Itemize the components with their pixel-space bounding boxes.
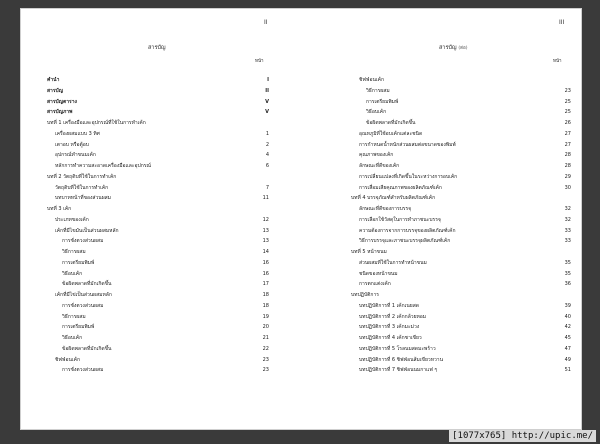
toc-entry-title: วิธีการผสม — [62, 313, 86, 320]
toc-entry — [47, 129, 269, 140]
page-number-right: III — [559, 19, 565, 26]
toc-entry-title: วัตถุดิบที่ใช้ในการทำเค้ก — [55, 184, 109, 191]
toc-entry-page: 14 — [262, 249, 269, 255]
toc-entry — [47, 97, 269, 108]
document-spread — [20, 8, 582, 430]
toc-entry — [47, 183, 269, 194]
toc-entry-title: การชั่งตวงส่วนผสม — [62, 238, 104, 245]
toc-entry-title: บทที่ 2 วัตถุดิบที่ใช้ในการทำเค้ก — [47, 173, 117, 180]
image-host-tag: [1077x765] http://upic.me/ — [449, 430, 596, 442]
toc-entry-title: การชั่งตวงส่วนผสม — [62, 302, 104, 309]
toc-entry-title: คุณภาพของเค้ก — [359, 152, 394, 159]
toc-entry — [351, 75, 571, 86]
toc-entry-title: ข้อผิดพลาดที่มักเกิดขึ้น — [62, 281, 112, 288]
toc-entry-page: 35 — [564, 259, 571, 266]
toc-entry-page: 13 — [262, 227, 269, 234]
toc-entry — [351, 129, 571, 140]
toc-entry — [351, 193, 571, 204]
toc-heading-left-text: สารบัญ — [148, 45, 166, 51]
toc-heading-left — [148, 44, 166, 52]
toc-entry-title: สารบัญภาพ — [47, 109, 73, 116]
toc-entry-title: ข้อผิดพลาดที่มักเกิดขึ้น — [366, 120, 416, 126]
toc-entry — [351, 322, 571, 333]
toc-entry-page: V — [265, 109, 269, 116]
toc-entry-page: 2 — [265, 141, 269, 148]
toc-entry-page: 1 — [265, 130, 269, 137]
toc-entry-page: 33 — [564, 238, 571, 245]
toc-entry-page: 12 — [262, 216, 269, 223]
toc-entry-page: 17 — [262, 281, 269, 288]
toc-entry — [351, 172, 571, 183]
toc-entry — [351, 204, 571, 215]
toc-entry-title: เค้กที่มีไขมันเป็นส่วนผสมหลัก — [55, 227, 119, 234]
toc-entry-page: 13 — [262, 238, 269, 245]
toc-entry-title: บทปฏิบัติการที่ 5 โรลนมสดมะพร้าว — [359, 345, 436, 352]
toc-entry-title: บทปฏิบัติการที่ 3 เค้กมะม่วง — [359, 324, 420, 331]
toc-entry — [351, 247, 571, 258]
toc-entry — [351, 215, 571, 226]
toc-entry-title: สารบัญ — [47, 87, 63, 94]
toc-entry-title: วิธีการบรรจุและภาชนะบรรจุผลิตภัณฑ์เค้ก — [359, 238, 451, 245]
toc-heading-right-text: สารบัญ — [439, 45, 457, 51]
toc-entry-title: การเลือกใช้วัสดุในการทำภาชนะบรรจุ — [359, 216, 441, 223]
toc-entry-title: การเปลี่ยนแปลงที่เกิดขึ้นในระหว่างการอบเค้ก — [359, 173, 458, 180]
toc-entry-title: อุปกรณ์ทำขนมเค้ก — [55, 152, 96, 159]
toc-entry-title: การเตรียมพิมพ์ — [62, 324, 95, 331]
toc-entry — [351, 226, 571, 237]
toc-entry-page: 47 — [564, 345, 571, 352]
toc-entry — [47, 215, 269, 226]
toc-entry-page: 7 — [265, 184, 269, 191]
toc-entry-page: 32 — [564, 216, 571, 223]
toc-entry — [351, 301, 571, 312]
toc-entry-title: คำนำ — [47, 77, 60, 83]
toc-entry-page: 18 — [262, 302, 269, 309]
toc-entry-page: 23 — [262, 367, 269, 374]
toc-entry — [47, 269, 269, 280]
toc-entry-page: 29 — [564, 173, 571, 180]
toc-entry — [47, 107, 269, 118]
toc-entry-title: ความต้องการจากการบรรจุของผลิตภัณฑ์เค้ก — [359, 227, 456, 234]
toc-list-left — [47, 75, 269, 376]
toc-entry-title: บทปฏิบัติการ — [351, 292, 379, 298]
toc-entry — [351, 150, 571, 161]
toc-entry-page: 42 — [564, 324, 571, 331]
toc-entry-title: การเตรียมพิมพ์ — [62, 259, 95, 266]
toc-entry-title: ข้อผิดพลาดที่มักเกิดขึ้น — [62, 345, 112, 352]
toc-entry-title: การเสื่อมเสียคุณภาพของผลิตภัณฑ์เค้ก — [359, 184, 442, 191]
toc-entry-page: 30 — [564, 184, 571, 191]
toc-entry-title: เค้กที่มีไข่เป็นส่วนผสมหลัก — [55, 292, 112, 298]
toc-entry — [351, 290, 571, 301]
toc-entry-page: 33 — [564, 227, 571, 234]
toc-entry-page: 19 — [262, 313, 269, 320]
toc-entry-page: 49 — [564, 356, 571, 363]
toc-entry-title: การกำหนดน้ำหนักส่วนผสมต่อขนาดของพิมพ์ — [359, 141, 456, 148]
toc-entry-page: 4 — [265, 152, 269, 159]
toc-entry-page: I — [267, 77, 269, 83]
toc-entry-title: บทที่ 3 เค้ก — [47, 206, 72, 212]
toc-entry — [47, 75, 269, 86]
toc-entry — [351, 140, 571, 151]
toc-entry — [351, 333, 571, 344]
toc-entry — [47, 193, 269, 204]
toc-entry-title: หลักการทำความสะอาดเครื่องมือและอุปกรณ์ — [55, 163, 152, 169]
toc-entry — [47, 344, 269, 355]
toc-entry — [47, 355, 269, 366]
toc-entry-title: อุณหภูมิที่ใช้อบเค้กแต่ละชนิด — [359, 130, 423, 137]
page-number-left: II — [264, 19, 268, 26]
toc-entry-page: 23 — [564, 87, 571, 94]
toc-entry-title: สารบัญตาราง — [47, 98, 77, 105]
toc-entry-page: 40 — [564, 313, 571, 320]
toc-entry — [351, 86, 571, 97]
toc-entry-page: 28 — [564, 152, 571, 159]
toc-entry-title: บทที่ 5 หน้าขนม — [351, 249, 387, 255]
toc-entry-title: บทที่ 1 เครื่องมือและอุปกรณ์ที่ใช้ในการทำเค้ก — [47, 120, 146, 126]
toc-entry-title: การชั่งตวงส่วนผสม — [62, 367, 104, 374]
toc-entry-title: ลักษณะที่ดีของการบรรจุ — [359, 206, 412, 212]
toc-entry — [47, 365, 269, 376]
toc-entry — [351, 161, 571, 172]
toc-entry-title: วิธีอบเค้ก — [62, 335, 83, 341]
toc-entry-page: 25 — [564, 109, 571, 116]
toc-entry-page: 16 — [262, 270, 269, 277]
toc-entry-title: ชนิดของหน้าขนม — [359, 270, 398, 277]
toc-entry — [47, 150, 269, 161]
toc-entry-page: 39 — [564, 302, 571, 309]
toc-entry-title: ประเภทของเค้ก — [55, 216, 89, 223]
toc-entry-page: 23 — [262, 356, 269, 363]
toc-entry — [351, 312, 571, 323]
toc-entry-page: 11 — [262, 195, 269, 202]
toc-list-right — [351, 75, 571, 376]
toc-entry-title: บทปฏิบัติการที่ 1 เค้กเนยสด — [359, 302, 420, 309]
toc-entry — [351, 344, 571, 355]
toc-entry — [47, 140, 269, 151]
toc-entry-title: วิธีอบเค้ก — [366, 109, 387, 116]
toc-entry-page: 27 — [564, 130, 571, 137]
toc-entry-title: บทที่ 4 บรรจุภัณฑ์สำหรับผลิตภัณฑ์เค้ก — [351, 195, 436, 202]
toc-entry-title: วิธีอบเค้ก — [62, 270, 83, 277]
toc-entry-title: ชิฟฟ่อนเค้ก — [359, 77, 384, 83]
toc-entry-title: บทปฏิบัติการที่ 7 ชิฟฟ่อนนมกาแฟ ๆ — [359, 367, 438, 374]
toc-entry-title: ชิฟฟ่อนเค้ก — [55, 356, 80, 363]
toc-entry-title: ส่วนผสมที่ใช้ในการทำหน้าขนม — [359, 259, 427, 266]
toc-entry-title: บทบาทหน้าที่ของส่วนผสม — [55, 195, 111, 202]
toc-entry-page: II — [265, 87, 269, 94]
toc-entry-title: บทปฏิบัติการที่ 2 เค้กกล้วยหอม — [359, 313, 427, 320]
toc-entry — [47, 312, 269, 323]
toc-entry — [351, 97, 571, 108]
toc-entry — [47, 204, 269, 215]
toc-entry-page: 35 — [564, 270, 571, 277]
toc-heading-right-suffix: (ต่อ) — [458, 46, 468, 51]
toc-entry-page: 26 — [564, 120, 571, 126]
toc-entry-page: 20 — [262, 324, 269, 331]
toc-heading-right — [439, 44, 467, 52]
toc-entry-title: เครื่องผสมแบบ 3 ทิศ — [55, 130, 100, 137]
toc-entry — [47, 236, 269, 247]
toc-entry-page: 21 — [262, 335, 269, 341]
toc-entry-title: วิธีการผสม — [366, 87, 390, 94]
toc-entry-title: ลักษณะที่ดีของเค้ก — [359, 163, 400, 169]
toc-entry-page: 22 — [262, 345, 269, 352]
toc-entry — [351, 258, 571, 269]
toc-entry — [47, 161, 269, 172]
toc-entry — [47, 301, 269, 312]
toc-entry — [47, 86, 269, 97]
toc-entry — [47, 290, 269, 301]
toc-entry-page: 51 — [564, 367, 571, 374]
toc-entry — [351, 355, 571, 366]
toc-entry — [351, 107, 571, 118]
toc-entry — [47, 258, 269, 269]
toc-entry — [47, 172, 269, 183]
toc-entry-page: 18 — [262, 292, 269, 298]
toc-entry — [47, 333, 269, 344]
toc-entry — [47, 322, 269, 333]
toc-entry-page: 32 — [564, 206, 571, 212]
toc-entry-page: 36 — [564, 281, 571, 288]
toc-entry-title: การตกแต่งเค้ก — [359, 281, 391, 288]
toc-entry-page: 16 — [262, 259, 269, 266]
toc-entry — [351, 269, 571, 280]
toc-entry — [47, 226, 269, 237]
toc-entry — [351, 279, 571, 290]
toc-entry — [47, 118, 269, 129]
toc-entry-title: การเตรียมพิมพ์ — [366, 98, 399, 105]
toc-entry — [351, 183, 571, 194]
page-column-label-right: หน้า — [553, 59, 562, 64]
toc-entry-page: 6 — [265, 163, 269, 169]
toc-entry-page: 27 — [564, 141, 571, 148]
toc-entry-title: บทปฏิบัติการที่ 4 เค้กชาเขียว — [359, 335, 422, 341]
toc-entry-page: 25 — [564, 98, 571, 105]
toc-entry-title: บทปฏิบัติการที่ 6 ชิฟฟ่อนส้มเขียวหวาน — [359, 356, 444, 363]
toc-entry — [47, 247, 269, 258]
toc-entry — [351, 236, 571, 247]
toc-entry-title: วิธีการผสม — [62, 249, 86, 255]
toc-entry-page: V — [265, 98, 269, 105]
toc-entry — [351, 365, 571, 376]
toc-entry-page: 45 — [564, 335, 571, 341]
toc-entry — [351, 118, 571, 129]
page-column-label-left: หน้า — [255, 59, 264, 64]
toc-entry-title: เตาอบ หรือตู้อบ — [55, 141, 89, 148]
toc-entry-page: 28 — [564, 163, 571, 169]
toc-entry — [47, 279, 269, 290]
